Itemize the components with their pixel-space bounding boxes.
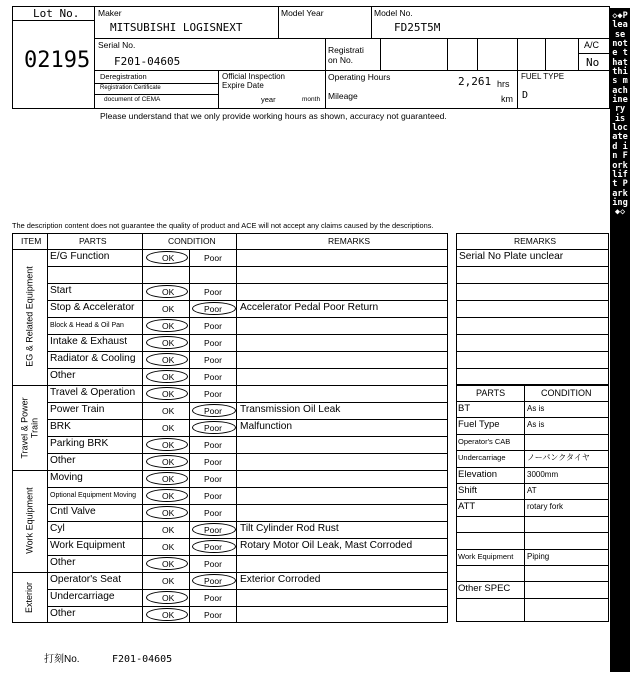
ok-circle-mark [146,251,188,264]
poor-label: Poor [204,508,222,518]
table-row-remark: Rotary Motor Oil Leak, Mast Corroded [240,540,413,551]
spec-condition: rotary fork [527,502,564,512]
spec-part: Shift [458,485,478,496]
lot-label: Lot No. [33,7,80,20]
table-row-part: Other [50,608,76,619]
poor-circle-mark [192,302,236,315]
table-row-part: Travel & Operation [50,387,136,398]
table-row-part: Moving [50,472,83,483]
serial-label: Serial No. [98,40,136,50]
poor-label: Poor [204,406,222,416]
poor-circle-mark [192,404,236,417]
ok-label: OK [162,474,175,484]
maker-label: Maker [98,8,122,18]
disclaimer: The description content does not guarantee the quality of product and ACE will not accept any claims caused by the descriptions. [12,221,434,230]
poor-label: Poor [204,610,222,620]
table-row-remark: Accelerator Pedal Poor Return [240,302,379,313]
table-row-part: Operator's Seat [50,574,122,585]
right-remark-row: Serial No Plate unclear [459,251,564,262]
spec-condition: As is [527,420,545,430]
table-row-part: Stop & Accelerator [50,302,135,313]
specs-condition-header: CONDITION [541,388,592,398]
ok-circle-mark [146,608,188,621]
poor-label: Poor [204,491,222,501]
ok-circle-mark [146,319,188,332]
ok-circle-mark [146,353,188,366]
spec-condition: ノーパンクタイヤ [527,453,590,463]
spec-condition: Piping [527,551,550,561]
model-year-label: Model Year [281,8,324,18]
spec-condition: As is [527,404,545,413]
group-label: EG & Related Equipment [24,266,34,367]
table-row-part: Radiator & Cooling [50,353,136,364]
table-row-remark: Exterior Corroded [240,574,321,585]
poor-circle-mark [192,540,236,553]
ok-circle-mark [146,387,188,400]
spec-part: ATT [458,501,476,513]
table-row-part: Other [50,455,76,466]
maker-value: MITSUBISHI LOGISNEXT [110,21,243,34]
poor-label: Poor [204,287,222,297]
inspection-label: Official Inspection Expire Date [222,72,285,90]
table-row-remark: Malfunction [240,421,293,432]
ok-label: OK [162,287,175,297]
side-notice: ◇◆Please note that this machinery is located in Forklift Parking◆◇ [612,11,628,218]
ok-label: OK [162,457,175,467]
fuel-type-value: D [522,90,529,101]
spec-part: BT [458,403,471,414]
month-label: month [302,96,321,103]
dereg-label: Deregistration [100,72,147,81]
poor-label: Poor [204,525,222,535]
ok-circle-mark [146,370,188,383]
table-row-part: Cyl [50,523,65,534]
header-condition: CONDITION [168,236,216,246]
ok-label: OK [162,389,175,399]
table-row-part: E/G Function [50,251,110,262]
hrs-unit: hrs [497,79,510,89]
table-row-part: Power Train [50,404,105,415]
ok-circle-mark [146,472,188,485]
fuel-type-label: FUEL TYPE [521,72,565,81]
ok-label: OK [162,593,175,603]
spec-part: Fuel Type [458,419,500,431]
side-notice-strip [610,8,630,672]
ok-label: OK [162,253,175,263]
ok-label: OK [162,423,175,433]
spec-part: Work Equipment [458,551,514,561]
ok-label: OK [162,525,175,535]
poor-label: Poor [204,440,222,450]
model-no-label: Model No. [374,8,413,18]
poor-circle-mark [192,523,236,536]
poor-label: Poor [204,372,222,382]
poor-circle-mark [192,421,236,434]
poor-circle-mark [192,574,236,587]
dereg-cert-label: Registration Certificate [100,85,161,91]
spec-part: Undercarriage [458,453,506,463]
model-no-value: FD25T5M [394,21,441,34]
table-row-part: Other [50,557,76,568]
spec-part: Operator's CAB [458,436,511,446]
group-label: Exterior [24,581,34,613]
poor-label: Poor [204,576,222,586]
poor-label: Poor [204,474,222,484]
table-row-part: BRK [50,421,71,432]
ok-circle-mark [146,506,188,519]
serial-value: F201-04605 [114,55,181,68]
ok-label: OK [162,508,175,518]
ac-label: A/C [584,40,600,50]
table-row-part: Block & Head & Oil Pan [50,322,124,329]
year-label: year [261,95,276,104]
ok-label: OK [162,304,175,314]
ok-label: OK [162,491,175,501]
ok-circle-mark [146,336,188,349]
ok-label: OK [162,406,175,416]
ac-value: No [586,56,600,69]
cema-label: document of CEMA [104,96,161,103]
specs-parts-header: PARTS [476,388,506,398]
poor-label: Poor [204,321,222,331]
table-row-remark: Tilt Cylinder Rod Rust [240,523,339,534]
mileage-label: Mileage [328,91,358,101]
km-unit: km [501,94,513,104]
spec-part: Other SPEC [458,583,511,595]
ok-label: OK [162,542,175,552]
poor-label: Poor [204,389,222,399]
header-remarks: REMARKS [328,236,371,246]
ok-circle-mark [146,285,188,298]
poor-label: Poor [204,304,222,314]
ok-circle-mark [146,455,188,468]
operating-hours-value: 2,261 [458,75,492,88]
table-row-part: Start [50,285,72,296]
right-remarks-header: REMARKS [514,236,557,246]
spec-condition: 3000mm [527,469,559,479]
poor-label: Poor [204,253,222,263]
ok-circle-mark [146,591,188,604]
operating-hours-label: Operating Hours [328,72,391,82]
poor-label: Poor [204,338,222,348]
poor-label: Poor [204,423,222,433]
ok-label: OK [162,321,175,331]
table-row-part: Cntl Valve [50,506,96,517]
ok-label: OK [162,338,175,348]
group-label: Travel & Power Train [19,396,40,459]
ok-label: OK [162,610,175,620]
header-parts: PARTS [79,236,107,246]
header-item: ITEM [21,236,42,246]
ok-label: OK [162,355,175,365]
poor-label: Poor [204,593,222,603]
ok-label: OK [162,576,175,586]
table-row-part: Other [50,370,76,381]
poor-label: Poor [204,457,222,467]
poor-label: Poor [204,559,222,569]
poor-label: Poor [204,542,222,552]
table-row-part: Undercarriage [50,591,115,602]
ok-circle-mark [146,489,188,502]
table-row-remark: Transmission Oil Leak [240,404,341,415]
footer-label: 打刻No. [44,654,80,665]
table-row-part: Work Equipment [50,540,126,551]
registration-label: Registrati on No. [328,45,364,65]
ok-label: OK [162,440,175,450]
group-label: Work Equipment [24,487,34,554]
ok-circle-mark [146,438,188,451]
hours-notice: Please understand that we only provide working hours as shown, accuracy not guaranteed. [100,111,447,121]
poor-label: Poor [204,355,222,365]
ok-label: OK [162,372,175,382]
table-row-part: Optional Equipment Moving [50,492,136,499]
ok-circle-mark [146,557,188,570]
spec-condition: AT [527,486,537,495]
table-row-part: Intake & Exhaust [50,336,128,347]
table-row-part: Parking BRK [50,438,109,449]
ok-label: OK [162,559,175,569]
lot-number: 02195 [24,48,91,73]
footer-value: F201-04605 [112,654,173,665]
spec-part: Elevation [458,468,498,480]
